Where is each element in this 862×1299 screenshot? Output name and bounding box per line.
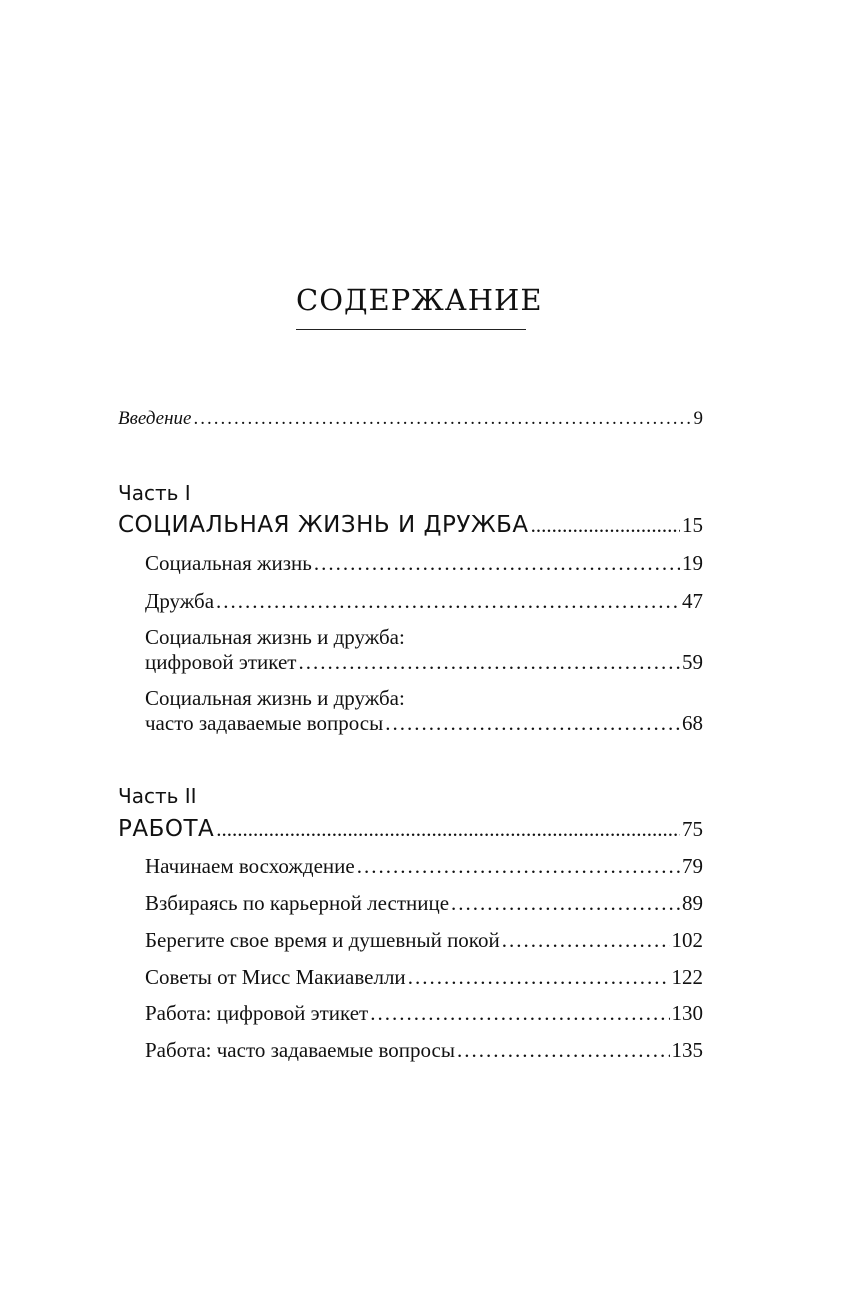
dot-leader [408,964,670,990]
toc-entry-part-title[interactable] [118,511,703,539]
dot-leader [314,550,680,576]
part-label: Часть I [118,481,191,505]
toc-page-number: 68 [682,711,703,735]
dot-leader [370,1000,669,1026]
toc-page-number: 130 [671,1001,703,1025]
page-title: СОДЕРЖАНИЕ [296,283,543,317]
toc-page-number: 135 [671,1038,703,1062]
toc-entry-part-title[interactable] [118,815,703,843]
dot-leader [502,927,670,953]
toc-entry-chapter[interactable] [145,710,703,736]
toc-entry-label: Берегите свое время и душевный покой [145,928,500,952]
toc-entry-chapter[interactable] [145,550,703,576]
toc-entry-label-line1: Социальная жизнь и дружба: [145,625,405,649]
toc-entry-label: Социальная жизнь [145,551,312,575]
toc-entry-chapter[interactable] [145,853,703,879]
toc-entry-label: Начинаем восхождение [145,854,355,878]
part-title: СОЦИАЛЬНАЯ ЖИЗНЬ И ДРУЖБА [118,512,529,538]
toc-entry-label: Дружба [145,589,215,613]
toc-entry-introduction[interactable] [118,406,703,432]
dot-leader [357,853,680,879]
dot-leader [216,815,680,843]
toc-entry-label: часто задаваемые вопросы [145,711,384,735]
dot-leader [216,588,680,614]
part-title: РАБОТА [118,816,215,842]
toc-entry-label: Взбираясь по карьерной лестнице [145,891,450,915]
toc-entry-label: Советы от Мисс Макиавелли [145,965,406,989]
toc-entry-chapter[interactable] [145,588,703,614]
part-label: Часть II [118,784,197,808]
toc-page-number: 9 [693,408,703,429]
dot-leader [193,406,691,432]
toc-page-number: 59 [682,650,703,674]
toc-page-number: 19 [682,551,703,575]
toc-entry-chapter[interactable] [145,649,703,675]
toc-entry-chapter[interactable] [145,890,703,916]
toc-entry-label: цифровой этикет [145,650,297,674]
dot-leader [531,511,680,539]
toc-page-number: 75 [682,817,703,841]
toc-entry-label: Работа: часто задаваемые вопросы [145,1038,455,1062]
toc-page-number: 122 [671,965,703,989]
toc-page-number: 102 [671,928,703,952]
dot-leader [451,890,680,916]
toc-entry-chapter[interactable] [145,1037,703,1063]
toc-page-number: 79 [682,854,703,878]
toc-entry-label: Работа: цифровой этикет [145,1001,369,1025]
dot-leader [298,649,680,675]
toc-entry-chapter[interactable] [145,964,703,990]
dot-leader [385,710,680,736]
toc-entry-label-line1: Социальная жизнь и дружба: [145,686,405,710]
toc-entry-chapter[interactable] [145,927,703,953]
toc-entry-chapter[interactable] [145,1000,703,1026]
toc-page-number: 15 [682,513,703,537]
toc-page-number: 47 [682,589,703,613]
dot-leader [457,1037,670,1063]
title-underline [296,329,526,330]
toc-page-number: 89 [682,891,703,915]
toc-entry-label: Введение [118,408,192,429]
